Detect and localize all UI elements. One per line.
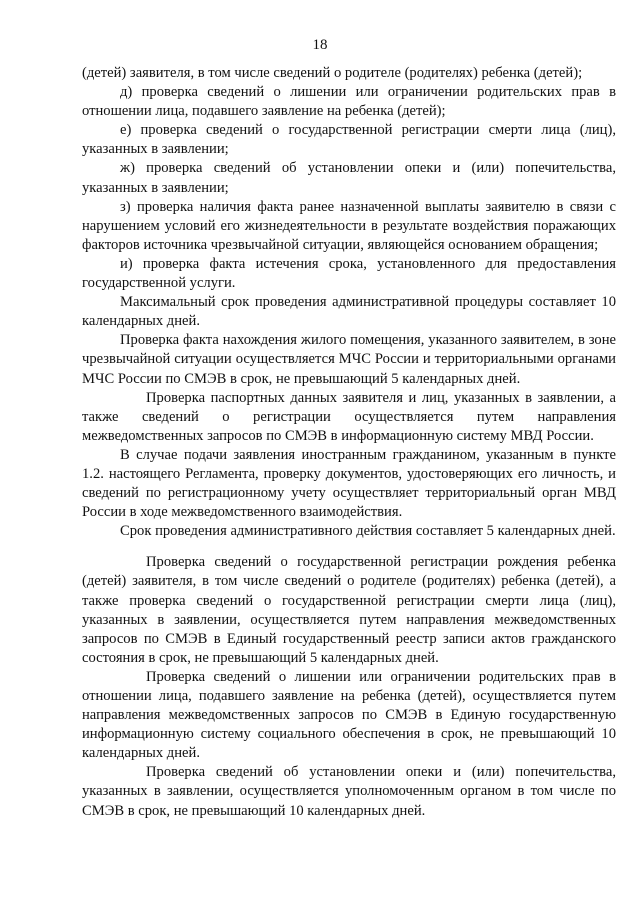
paragraph-continuation: (детей) заявителя, в том числе сведений о родителе (родителях) ребенка (детей); (82, 65, 583, 81)
paragraph-max-term: Максимальный срок проведения административной процедуры составляет 10 календарных дней. (82, 294, 616, 330)
list-item-z: з) проверка наличия факта ранее назначенной выплаты заявителю в связи с нарушением условий его жизнедеятельности в результате воздействия поражающих факторов источника чрезвычайной ситуации, являющейся основанием обращения; (82, 198, 616, 253)
document-body (82, 64, 616, 821)
paragraph-foreign-citizen: В случае подачи заявления иностранным гражданином, указанным в пункте 1.2. настоящего Регламента, проверку документов, удостоверяющих его личность, и сведений по регистрационному учету осуществляет территориальный орган МВД России в ходе межведомственного взаимодействия. (82, 446, 616, 521)
paragraph-parental-rights: Проверка сведений о лишении или ограничении родительских прав в отношении лица, подавшего заявление на ребенка (детей), осуществляется путем направления межведомственных запросов по СМЭВ в Единую государственную информационную систему социального обеспечения в срок, не превышающий 10 календарных дней. (82, 668, 616, 762)
list-item-zh: ж) проверка сведений об установлении опеки и (или) попечительства, указанных в заявлении; (82, 160, 616, 196)
paragraph-action-term: Срок проведения административного действия составляет 5 календарных дней. (120, 523, 616, 540)
list-item-d: д) проверка сведений о лишении или ограничении родительских прав в отношении лица, подавшего заявление на ребенка (детей); (82, 84, 616, 120)
page-number: 18 (312, 37, 328, 53)
paragraph-birth-registration: Проверка сведений о государственной регистрации рождения ребенка (детей) заявителя, в том числе сведений о родителе (родителях) ребенка (детей), а также проверка сведений о государственной регистрации смерти лица (лиц), указанных в заявлении, осуществляется путем направления межведомственных запросов по СМЭВ в Единый государственный реестр записи актов гражданского состояния в срок, не превышающий 5 календарных дней. (82, 554, 616, 666)
paragraph-passport-check: Проверка паспортных данных заявителя и лиц, указанных в заявлении, а также сведений о регистрации осуществляется путем направления межведомственных запросов по СМЭВ в информационную систему МВД России. (82, 389, 616, 444)
list-item-i: и) проверка факта истечения срока, установленного для предоставления государственной услуги. (82, 255, 616, 292)
list-item-e: е) проверка сведений о государственной регистрации смерти лица (лиц), указанных в заявлении; (82, 122, 616, 158)
paragraph-guardianship: Проверка сведений об установлении опеки и (или) попечительства, указанных в заявлении, осуществляется уполномоченным органом в том числе по СМЭВ в срок, не превышающий 10 календарных дней. (82, 764, 616, 819)
paragraph-housing-check: Проверка факта нахождения жилого помещения, указанного заявителем, в зоне чрезвычайной ситуации осуществляется МЧС России и территориальными органами МЧС России по СМЭВ в срок, не превышающий 5 календарных дней. (82, 332, 616, 387)
